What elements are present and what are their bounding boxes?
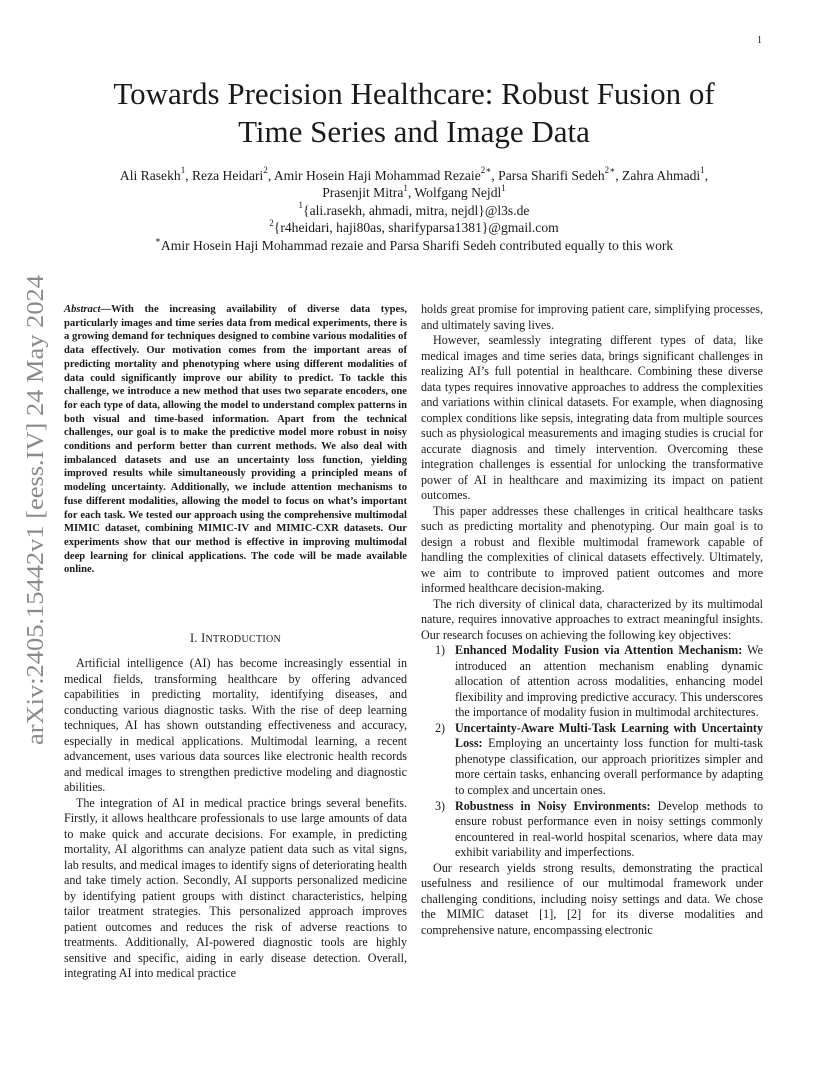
title-line-2: Time Series and Image Data bbox=[238, 114, 590, 149]
author-line-1 bbox=[60, 167, 768, 184]
title-line-1: Towards Precision Healthcare: Robust Fusion of bbox=[113, 76, 715, 111]
paper-title bbox=[80, 75, 748, 151]
section-first-letter: I bbox=[201, 631, 206, 645]
section-numeral: I. bbox=[189, 631, 202, 645]
list-item bbox=[421, 721, 763, 799]
introduction-left-column bbox=[64, 656, 407, 982]
author-line-2 bbox=[60, 184, 768, 201]
author-name: Parsa Sharifi Sedeh bbox=[498, 168, 605, 183]
list-item-number: 1) bbox=[435, 643, 446, 658]
objective-text: Employing an uncertainty loss function for multi-task phenotype classification, our approach prioritizes simpler and more certain tasks, enhancing overall performance by adapting to complex and uncertain ones. bbox=[455, 736, 763, 797]
paragraph: The integration of AI in medical practice brings several benefits. Firstly, it allows healthcare professionals to use large amounts of data to make quick and accurate decisions. For example, in predicting mortality, AI algorithms can analyze patient data such as vital signs, lab results, and medical images to identify signs of deteriorating health and take timely action. Secondly, AI supports personalized medicine by identifying patient groups with distinct characteristics, helping tailor treatment strategies. This personalized approach improves patient outcomes and reduces the risk of adverse reactions to treatments. Additionally, AI-powered diagnostic tools are highly sensitive and specific, aiding in early disease detection. Overall, integrating AI into medical practice bbox=[64, 795, 407, 981]
section-rest: NTRODUCTION bbox=[205, 634, 282, 645]
note-mark: ∗ bbox=[154, 235, 161, 246]
author-name: Prasenjit Mitra bbox=[322, 185, 404, 201]
list-item bbox=[421, 799, 763, 861]
author-name: Wolfgang Nejdl bbox=[414, 185, 502, 201]
author-affiliation-mark: 1 bbox=[501, 182, 506, 193]
paragraph: Our research yields strong results, demonstrating the practical usefulness and resilience of our multimodal framework under challenging conditions, including noisy settings and data. We chose the MIMIC dataset [1], [2] for its diverse modalities and comprehensive nature, encompassing electronic bbox=[421, 860, 763, 937]
author-affiliation-mark: 1 bbox=[403, 182, 408, 193]
author-affiliation-mark: 2∗ bbox=[604, 165, 616, 176]
author-name: Zahra Ahmadi bbox=[622, 168, 701, 183]
paragraph: holds great promise for improving patient care, simplifying processes, and ultimately saving lives. bbox=[421, 302, 763, 332]
list-item bbox=[421, 643, 763, 721]
objective-title: Uncertainty-Aware Multi-Task Learning with Uncertainty Loss: bbox=[455, 720, 763, 751]
note-text: Amir Hosein Haji Mohammad rezaie and Parsa Sharifi Sedeh contributed equally to this work bbox=[160, 237, 674, 253]
author-separator: , bbox=[407, 185, 415, 201]
objective-title: Enhanced Modality Fusion via Attention Mechanism: bbox=[455, 643, 743, 658]
author-separator: , bbox=[185, 168, 192, 183]
author-block bbox=[60, 167, 768, 254]
paragraph: However, seamlessly integrating different types of data, like medical images and time series data, brings significant challenges in realizing AI’s full potential in healthcare. Combining these diverse data types requires innovative approaches to address the complexities and variations within clinical datasets. For example, when diagnosing complex conditions like sepsis, integrating data from multiple sources such as physiological measurements and imaging studies is crucial for accurate diagnosis and timely intervention. Overcoming these integration challenges is essential for unlocking the transformative power of AI in healthcare and maximizing its impact on patient outcomes. bbox=[421, 333, 763, 503]
affiliation-mark: 2 bbox=[269, 217, 274, 228]
paragraph: This paper addresses these challenges in critical healthcare tasks such as predicting mortality and phenotyping. Our main goal is to design a robust and flexible multimodal framework capable of handling the complexities of clinical datasets effectively. Ultimately, we aim to contribute to improved patient outcomes and more informed healthcare decision-making. bbox=[421, 503, 763, 596]
author-name: Ali Rasekh bbox=[119, 168, 181, 183]
objectives-list bbox=[421, 643, 763, 860]
paragraph: The rich diversity of clinical data, characterized by its multimodal nature, requires innovative approaches to extract meaningful insights. Our research focuses on achieving the following key objectives: bbox=[421, 596, 763, 642]
arxiv-identifier-stamp[interactable] bbox=[12, 275, 52, 745]
affiliation-emails-1: {ali.rasekh, ahmadi, mitra, nejdl}@l3s.de bbox=[303, 202, 530, 218]
author-separator: , bbox=[267, 168, 274, 183]
paragraph: Artificial intelligence (AI) has become increasingly essential in medical fields, transforming healthcare by offering advanced capabilities in predicting mortality, identifying diseases, and conducting various diagnostic tasks. With the rise of deep learning techniques, AI has shown outstanding effectiveness and accuracy, especially in medical applications. Multimodal learning, a recent advancement, uses various data sources like electronic health records and medical images to strengthen predictive modeling and diagnostic abilities. bbox=[64, 656, 407, 795]
author-affiliation-mark: 1 bbox=[700, 165, 705, 176]
author-affiliation-mark: 1 bbox=[180, 165, 186, 176]
equal-contribution-note bbox=[60, 237, 768, 254]
author-separator: , bbox=[704, 168, 709, 183]
right-column bbox=[421, 302, 763, 938]
author-name: Reza Heidari bbox=[191, 168, 264, 183]
affiliation-2 bbox=[60, 219, 768, 236]
abstract-lead: Abstract bbox=[64, 304, 101, 315]
author-name: Amir Hosein Haji Mohammad Rezaie bbox=[273, 168, 481, 183]
affiliation-mark: 1 bbox=[298, 200, 304, 211]
author-affiliation-mark: 2 bbox=[263, 165, 268, 176]
list-item-number: 3) bbox=[435, 798, 446, 813]
abstract-text: —With the increasing availability of diverse data types, particularly images and time series data from medical experiments, there is a growing demand for techniques designed to combine various modalities of data effectively. Our motivation comes from the important areas of predicting mortality and phenotyping where using different modalities of data could significantly improve our ability to predict. To tackle this challenge, we introduce a new method that uses two separate encoders, one for each type of data, allowing the model to understand complex patterns in both visual and time-based information. Apart from the technical challenges, our goal is to make the predictive model more robust in noisy conditions and perform better than current methods. We also deal with imbalanced datasets and use an uncertainty loss function, yielding improved results while simultaneously providing a principled means of modeling uncertainty. Additionally, we include attention mechanisms to fuse different modalities, allowing the model to focus on what’s important for each task. We tested our approach using the comprehensive multimodal MIMIC dataset, combining MIMIC-IV and MIMIC-CXR datasets. Our experiments show that our method is effective in improving multimodal deep learning for clinical applications. The code will be made available online. bbox=[64, 304, 407, 576]
section-heading-introduction bbox=[64, 631, 407, 646]
affiliation-emails-2: {r4heidari, haji80as, sharifyparsa1381}@gmail.com bbox=[273, 220, 559, 236]
abstract bbox=[64, 303, 407, 577]
author-separator: , bbox=[491, 168, 499, 183]
objective-text: Develop methods to ensure robust performance even in noisy settings commonly encountered in real-world hospital scenarios, where data may exhibit variability and imperfections. bbox=[455, 798, 763, 860]
page-number: 1 bbox=[757, 35, 762, 46]
affiliation-1 bbox=[60, 202, 768, 219]
author-affiliation-mark: 2∗ bbox=[480, 165, 492, 176]
objective-text: We introduced an attention mechanism enabling dynamic allocation of attention across modalities, enhancing model flexibility and improving predictive accuracy. This underscores the importance of modality fusion in multimodal architectures. bbox=[455, 643, 763, 720]
list-item-number: 2) bbox=[435, 720, 446, 735]
author-separator: , bbox=[615, 168, 623, 183]
arxiv-stamp-text: arXiv:2405.15442v1 [eess.IV] 24 May 2024 bbox=[22, 309, 49, 745]
objective-title: Robustness in Noisy Environments: bbox=[455, 798, 651, 813]
